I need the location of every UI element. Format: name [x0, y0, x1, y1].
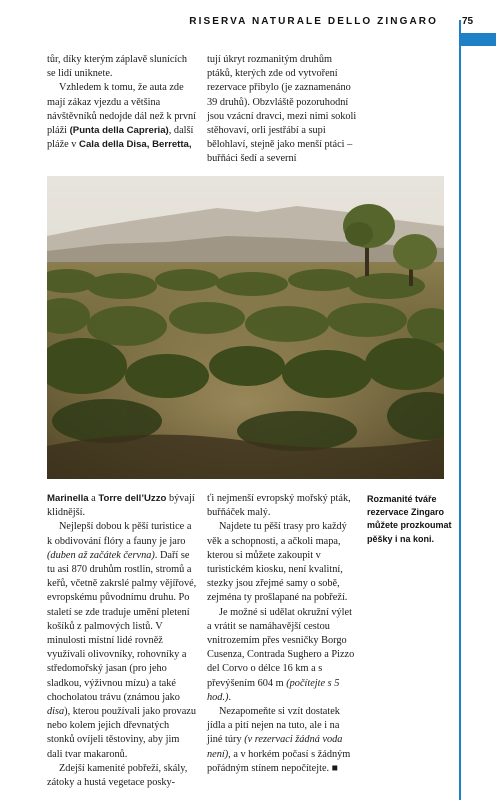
text-run-italic: (počítejte s 5 hod.): [207, 677, 340, 703]
page-number: 75: [462, 16, 474, 27]
place-name-bold: Marinella: [47, 493, 89, 504]
running-header: [0, 12, 496, 34]
text-run: Nezapomeňte si vzít dostatek jídla a pití nejen na tuto, ale i na jiné túry: [207, 706, 340, 746]
photo-image: [47, 176, 444, 479]
paragraph: Zdejší kamenité pobřeží, skály, zátoky a hustá vegetace posky-: [47, 762, 188, 789]
photo-caption: Rozmanité tváře rezervace Zingaro můžete prozkoumat pěšky i na koni.: [367, 494, 452, 544]
vineyard-landscape-photo: [47, 176, 444, 479]
text-run: . Daří se tu asi 870 druhům rostlin, stromů a keřů, včetně zakrslé palmy vějířové, evropskému původnímu druhu. Po staletí se zde traduje umění pletení košíků z palmových listů. V minulosti místní lidé rovněž využívali olivovníky, rohovníky a středomořský jasan (pro jeho sladkou, výživnou mízu) a také chocholatou trávu (známou jako: [47, 549, 197, 703]
page-edge-line: [459, 20, 461, 800]
paragraph: [47, 81, 197, 152]
text-run: , a v horkém počasí s žádným pořádným stínem nepočítejte.: [207, 748, 351, 774]
top-column-right: [207, 53, 357, 167]
paragraph: Najdete tu pěší trasy pro každý věk a schopnosti, a ačkoli mapa, kterou si můžete zakoupit v turistickém kiosku, není kvalitní, stezky jsou zřejmé samy o sobě, zejména ty prošlapané na pobřeží.: [207, 521, 348, 604]
text-run: ), kterou používali jako provazu nebo kolem jejich dřevnatých stonků ovíjeli těstoviny, aby jim dali tvar makaronů.: [47, 706, 196, 760]
paragraph: [47, 492, 197, 520]
place-name-bold: Torre dell’Uzzo: [98, 493, 167, 504]
paragraph: tůr, díky kterým záplavě slunících se lidí uniknete.: [47, 54, 187, 80]
paragraph: [207, 606, 357, 705]
text-run: Je možné si udělat okružní výlet a vrátit se namáhavější cestou vnitrozemím přes vesničky Borgo Cusenza, Contrada Sughero a Pizzo del Corvo o délce 16 km a s převýšením 604 m: [207, 606, 355, 689]
place-name-bold: Cala della Disa, Berretta,: [79, 139, 192, 151]
place-name-bold: (Punta della Capreria): [69, 125, 169, 137]
text-run: .: [228, 691, 232, 703]
text-run: Vzhledem k tomu, že auta zde mají zákaz vjezdu a většina návštěvníků nedojde dál než k první pláži: [47, 82, 196, 137]
bottom-column-middle: [207, 492, 357, 776]
paragraph: ťi nejmenší evropský mořský pták, buřňáček malý.: [207, 493, 351, 519]
paragraph: tují úkryt rozmanitým druhům ptáků, kterých zde od vytvoření rezervace přibylo (je zaznamenáno 39 druhů). Obzvláště pozoruhodní jsou vzácní dravci, mezi nimi sokoli stěhovaví, orli jestřábí a supi bělohlaví, stejně jako menší ptáci – buřňáci šedí a severní: [207, 54, 357, 165]
text-run: Nejlepší dobou k pěší turistice a k obdivování flóry a fauny je jaro: [47, 521, 192, 547]
text-run: a: [88, 493, 99, 504]
text-run-italic: disa: [47, 706, 65, 718]
text-run-italic: (v rezervaci žádná voda není): [207, 734, 343, 760]
bottom-column-left: [47, 492, 197, 790]
paragraph: [47, 520, 197, 761]
section-title: RISERVA NATURALE DELLO ZINGARO: [189, 16, 438, 27]
text-run-italic: (duben až začátek června): [47, 549, 155, 561]
chapter-tab-marker: [460, 33, 496, 46]
end-of-article-mark: ■: [331, 762, 338, 774]
top-column-left: [47, 53, 197, 152]
text-run: bývají klidnější.: [47, 493, 195, 519]
text-run: , další pláže v: [47, 125, 194, 151]
paragraph: [207, 705, 357, 776]
